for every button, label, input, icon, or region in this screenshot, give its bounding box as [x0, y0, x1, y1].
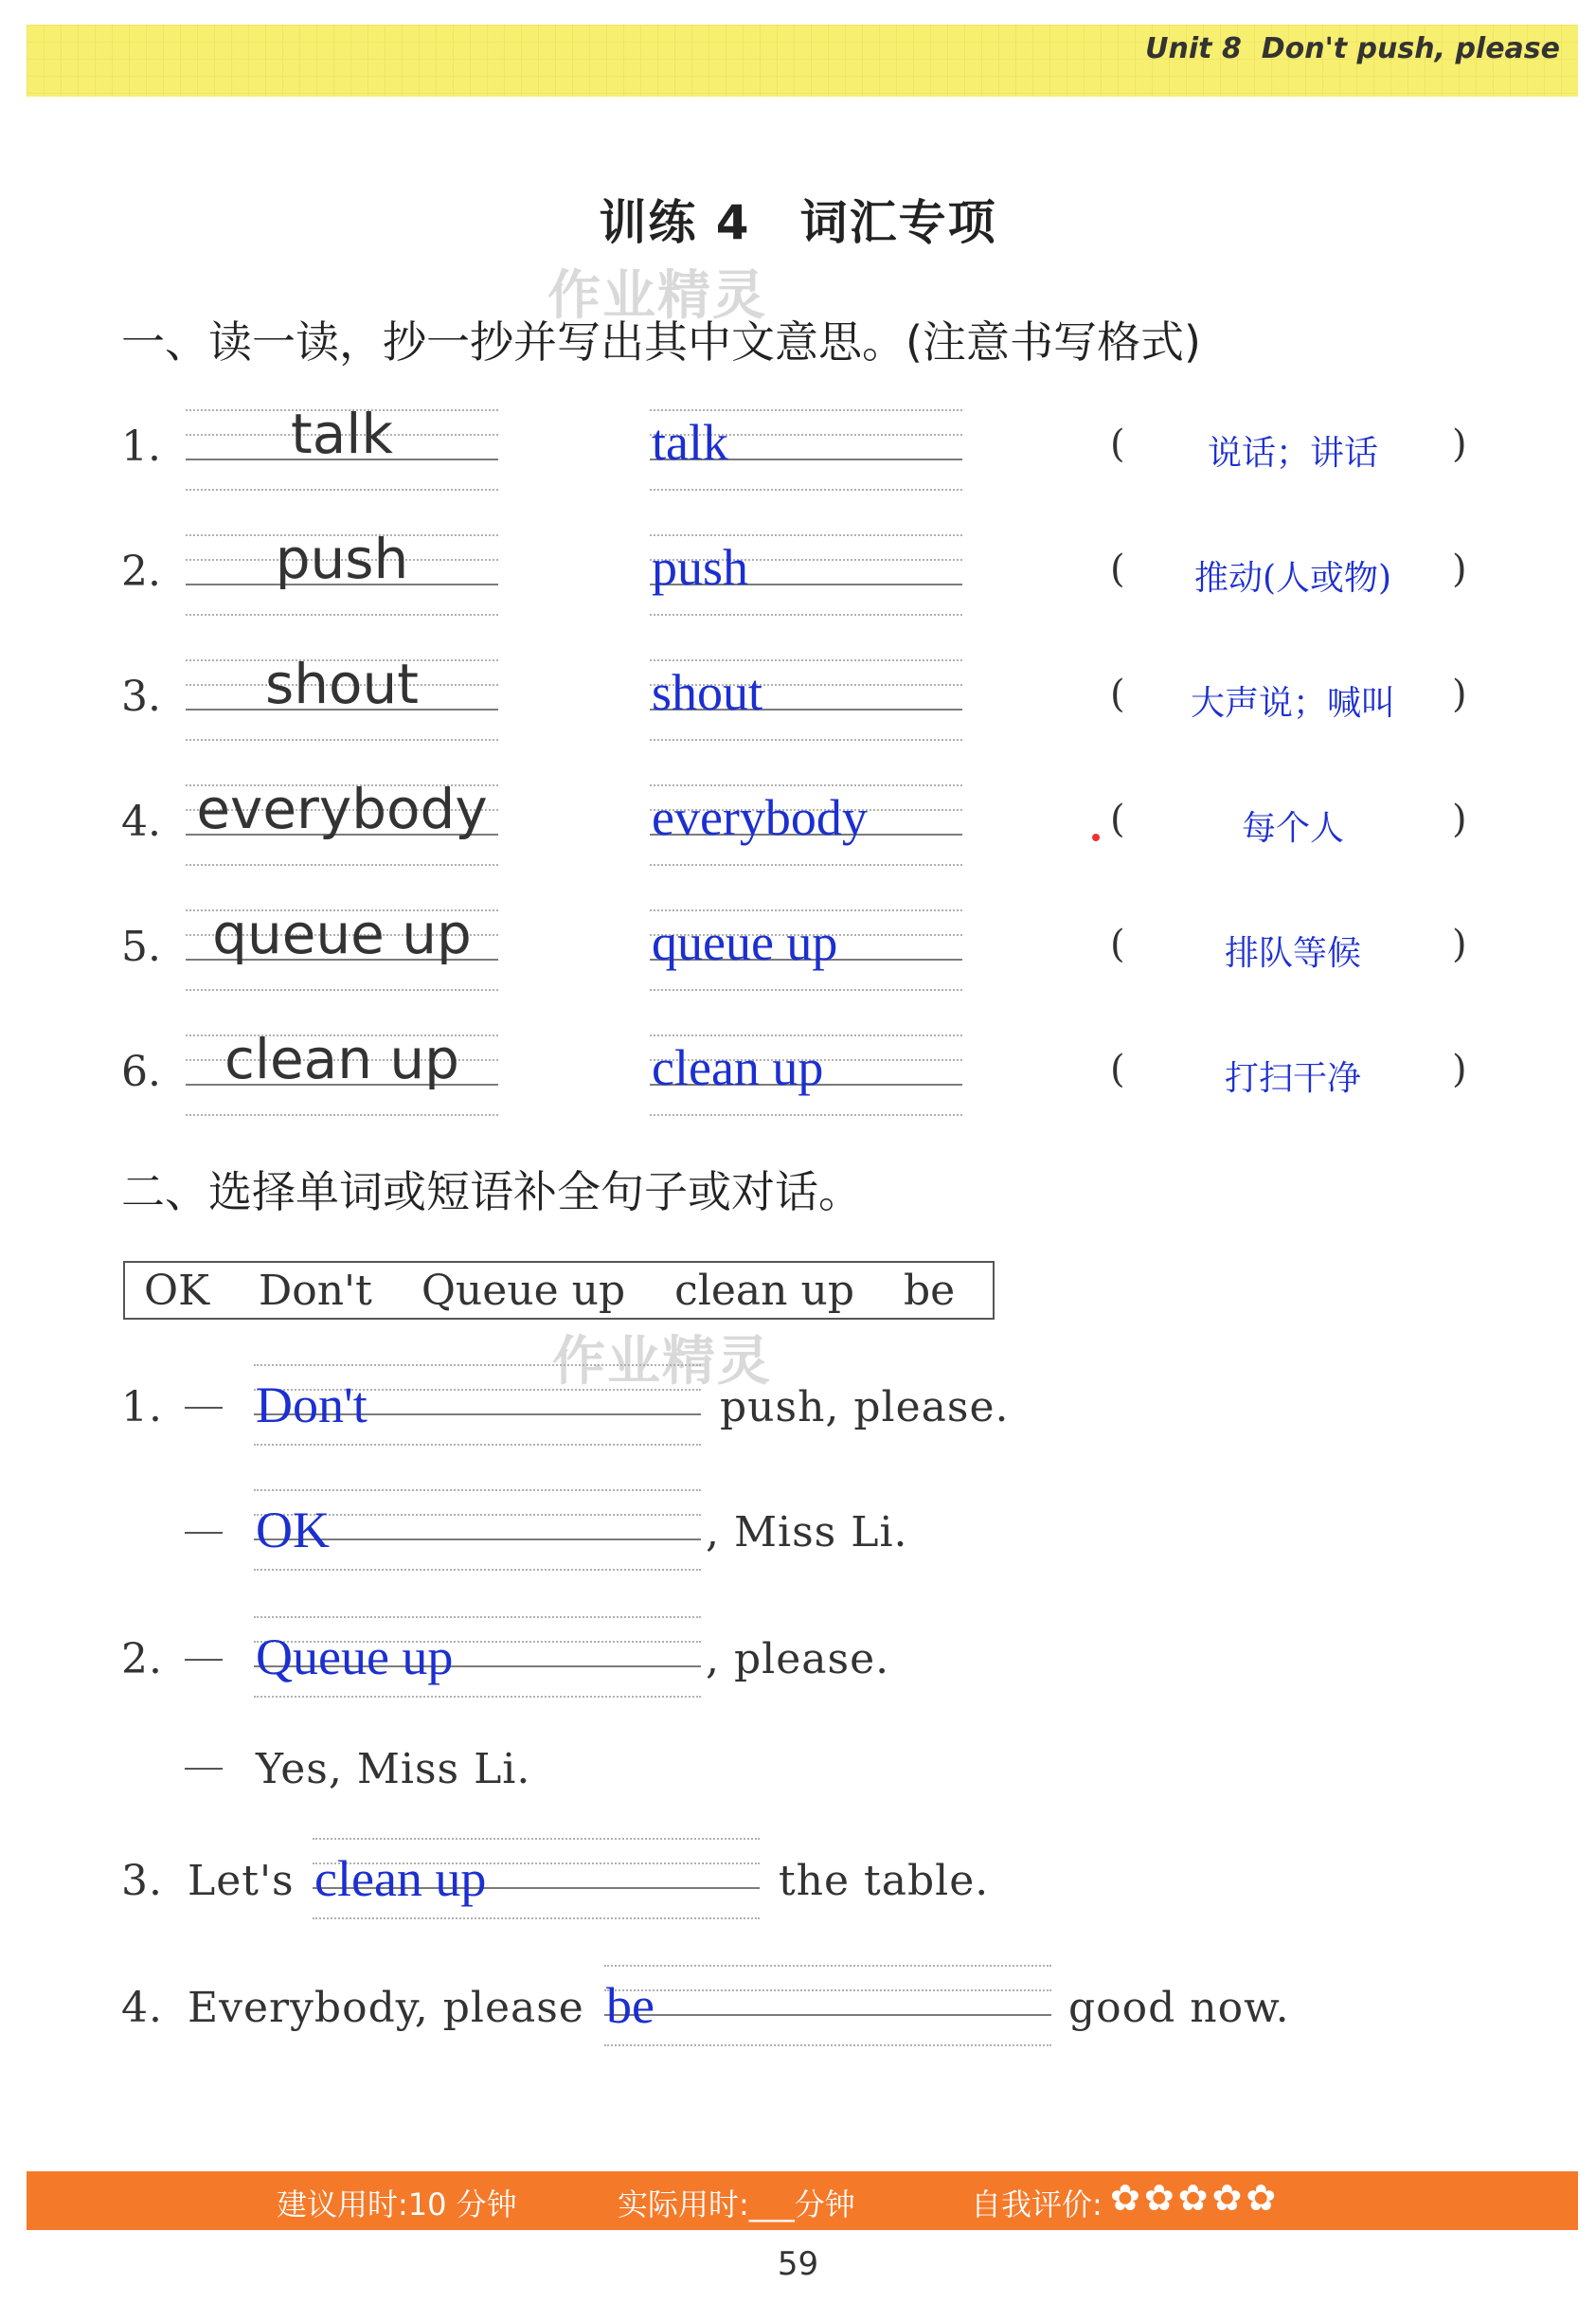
q2-number: 2. — [121, 1635, 163, 1683]
q2-answer: Queue up — [256, 1628, 454, 1685]
item-number: 5. — [121, 923, 161, 971]
q4-answer-grid[interactable] — [604, 1965, 1051, 2046]
q2-text: , please. — [706, 1635, 890, 1683]
item-number: 2. — [121, 548, 161, 596]
q2-reply: Yes, Miss Li. — [256, 1745, 531, 1793]
copy-answer: queue up — [652, 914, 838, 971]
actual-time[interactable]: 实际用时:___分钟 — [618, 2186, 855, 2222]
section1-title: 一、读一读，抄一抄并写出其中文意思。(注意书写格式) — [121, 316, 1201, 368]
meaning-answer[interactable]: 排队等候 — [1224, 934, 1361, 973]
word-option: be — [904, 1266, 956, 1315]
meaning-answer[interactable]: 每个人 — [1241, 809, 1344, 848]
meaning-answer[interactable]: 推动(人或物) — [1193, 559, 1392, 598]
word-option: clean up — [674, 1266, 854, 1315]
paren-close: ) — [1452, 423, 1467, 466]
copy-answer: push — [652, 539, 749, 596]
dialog-dash — [185, 1407, 223, 1409]
unit-label: Unit 8 — [1145, 32, 1242, 65]
q1-text: push, please. — [720, 1383, 1010, 1431]
section2-title: 二、选择单词或短语补全句子或对话。 — [121, 1166, 862, 1217]
q3-pre: Let's — [188, 1857, 295, 1905]
item-number: 4. — [121, 798, 161, 846]
paren-close: ) — [1452, 923, 1467, 966]
paren-open: ( — [1110, 548, 1125, 591]
rating-stars[interactable]: ✿✿✿✿✿ — [1110, 2177, 1281, 2219]
meaning-answer[interactable]: 说话；讲话 — [1207, 434, 1378, 473]
q3-answer: clean up — [314, 1850, 487, 1907]
q4-pre: Everybody, please — [188, 1984, 584, 2032]
dialog-dash — [185, 1532, 223, 1534]
item-number: 3. — [121, 673, 161, 721]
paren-open: ( — [1110, 798, 1125, 841]
word-box — [123, 1261, 995, 1320]
print-word: shout — [265, 652, 419, 716]
paren-close: ) — [1452, 548, 1467, 591]
word-option: Queue up — [421, 1266, 626, 1315]
copy-answer: clean up — [652, 1039, 824, 1096]
print-word: talk — [291, 402, 393, 466]
q1-number: 1. — [121, 1383, 163, 1431]
suggested-time: 建议用时:10 分钟 — [277, 2186, 517, 2222]
print-word: queue up — [212, 902, 472, 966]
print-word: push — [275, 527, 409, 591]
dialog-dash — [185, 1768, 223, 1770]
q1-answer: Don't — [256, 1376, 368, 1433]
page-number: 59 — [777, 2245, 819, 2283]
paren-close: ) — [1452, 798, 1467, 841]
item-number: 1. — [121, 423, 161, 471]
unit-title: Don't push, please — [1261, 32, 1560, 65]
meaning-answer[interactable]: 大声说；喊叫 — [1190, 684, 1395, 723]
copy-answer: talk — [652, 414, 728, 471]
paren-open: ( — [1110, 923, 1125, 966]
paren-close: ) — [1452, 1048, 1467, 1091]
word-option: OK — [144, 1266, 209, 1315]
copy-answer: shout — [652, 664, 763, 721]
watermark: 作业精灵 — [547, 265, 767, 327]
paren-open: ( — [1110, 1048, 1125, 1091]
item-number: 6. — [121, 1048, 161, 1096]
copy-answer: everybody — [652, 789, 868, 846]
q4-number: 4. — [121, 1984, 163, 2032]
q4-post: good now. — [1068, 1984, 1290, 2032]
print-word: everybody — [196, 777, 488, 841]
red-mark — [1091, 833, 1102, 843]
q3-number: 3. — [121, 1857, 163, 1905]
paren-open: ( — [1110, 673, 1125, 716]
q1-reply-answer: OK — [256, 1502, 330, 1558]
unit-header — [1145, 32, 1560, 65]
meaning-answer[interactable]: 打扫干净 — [1224, 1059, 1361, 1098]
watermark: 作业精灵 — [552, 1331, 772, 1393]
dialog-dash — [185, 1659, 223, 1661]
q3-post: the table. — [779, 1857, 990, 1905]
q4-answer: be — [606, 1977, 655, 2034]
word-option: Don't — [258, 1266, 372, 1315]
page-title: 训练 4 词汇专项 — [599, 195, 997, 250]
self-eval-label: 自我评价: — [971, 2186, 1103, 2222]
print-word: clean up — [224, 1027, 459, 1091]
paren-open: ( — [1110, 423, 1125, 466]
q1-reply-text: , Miss Li. — [706, 1508, 908, 1556]
paren-close: ) — [1452, 673, 1467, 716]
